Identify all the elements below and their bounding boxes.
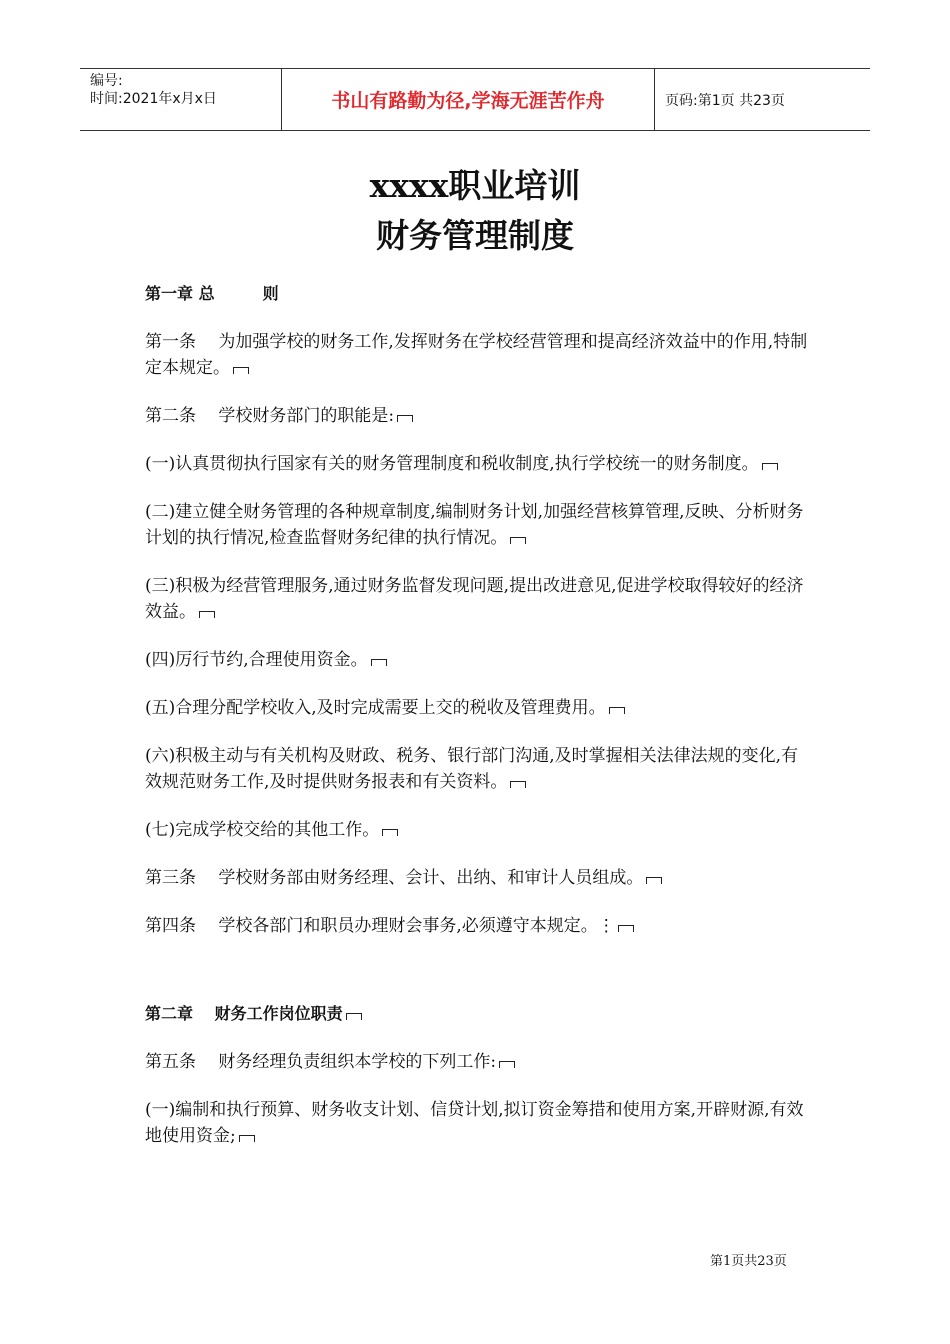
paragraph-mark-icon: [233, 367, 249, 374]
paragraph-mark-icon: [510, 537, 526, 544]
paragraph: (一)认真贯彻执行国家有关的财务管理制度和税收制度,执行学校统一的财务制度。: [145, 451, 810, 477]
motto-text: 书山有路勤为径,学海无涯苦作舟: [331, 90, 605, 112]
paragraph-mark-icon: [199, 611, 215, 618]
paragraph: (三)积极为经营管理服务,通过财务监督发现问题,提出改进意见,促进学校取得较好的经济效益。: [145, 576, 804, 622]
paragraph-mark-icon: [382, 829, 398, 836]
paragraph-mark-icon: [239, 1135, 255, 1142]
header-meta: [80, 69, 282, 130]
paragraph: (二)建立健全财务管理的各种规章制度,编制财务计划,加强经营核算管理,反映、分析财务计划的执行情况,检查监督财务纪律的执行情况。: [145, 502, 804, 548]
paragraph-mark-icon: [762, 463, 778, 470]
paragraph-mark-icon: [346, 1013, 362, 1020]
paragraph: 第五条 财务经理负责组织本学校的下列工作:: [145, 1049, 810, 1075]
paragraph: 第一条 为加强学校的财务工作,发挥财务在学校经营管理和提高经济效益中的作用,特制定本规定。: [145, 332, 808, 378]
paragraph-mark-icon: [499, 1061, 515, 1068]
paragraph: (六)积极主动与有关机构及财政、税务、银行部门沟通,及时掌握相关法律法规的变化,有效规范财务工作,及时提供财务报表和有关资料。: [145, 746, 799, 792]
paragraph-mark-icon: [609, 707, 625, 714]
paragraph: (七)完成学校交给的其他工作。: [145, 817, 810, 843]
chapter-spacer: [145, 961, 810, 1001]
header-page-info: [655, 69, 870, 130]
document-title-line2: 财务管理制度: [376, 216, 574, 255]
paragraph: 第二条 学校财务部门的职能是:: [145, 403, 810, 429]
paragraph: 第三条 学校财务部由财务经理、会计、出纳、和审计人员组成。: [145, 865, 810, 891]
document-time-label: 时间:2021年x月x日: [90, 91, 217, 107]
paragraph: 第四条 学校各部门和职员办理财会事务,必须遵守本规定。⋮: [145, 913, 810, 939]
document-title-line1: xxxx职业培训: [369, 166, 581, 205]
header-motto: [282, 69, 655, 130]
paragraph-mark-icon: [397, 415, 413, 422]
paragraph: (四)厉行节约,合理使用资金。: [145, 647, 810, 673]
paragraph-mark-icon: [618, 925, 634, 932]
paragraph-mark-icon: [646, 877, 662, 884]
page-footer: 第1页共23页: [710, 1254, 787, 1269]
document-body: [145, 281, 810, 1171]
chapter2-heading: 第二章 财务工作岗位职责: [145, 1001, 810, 1027]
paragraph: (一)编制和执行预算、财务收支计划、信贷计划,拟订资金筹措和使用方案,开辟财源,有效地使用资金;: [145, 1100, 804, 1146]
chapter1-heading: 第一章 总 则: [145, 284, 279, 303]
paragraph: (五)合理分配学校收入,及时完成需要上交的税收及管理费用。: [145, 695, 810, 721]
paragraph-mark-icon: [510, 781, 526, 788]
document-number-label: 编号:: [90, 73, 123, 89]
header-page-label: 页码:第1页 共23页: [665, 92, 785, 109]
paragraph-mark-icon: [371, 659, 387, 666]
page-header: [80, 68, 870, 131]
